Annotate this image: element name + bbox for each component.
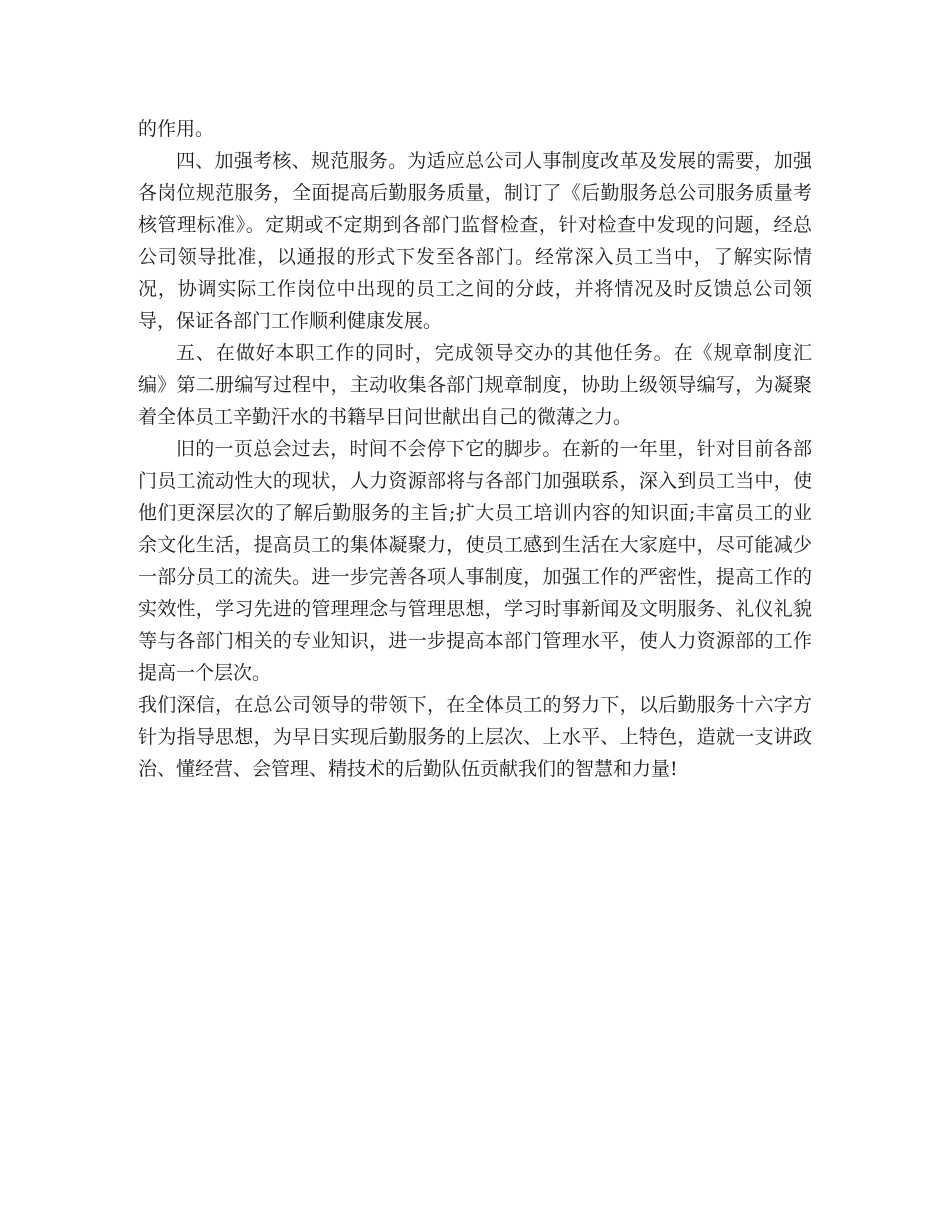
document-body	[138, 113, 812, 785]
paragraph-new-year-plan: 旧的一页总会过去，时间不会停下它的脚步。在新的一年里，针对目前各部门员工流动性大的现状，人力资源部将与各部门加强联系，深入到员工当中，使他们更深层次的了解后勤服务的主旨;扩大员工培训内容的知识面;丰富员工的业余文化生活，提高员工的集体凝聚力，使员工感到生活在大家庭中，尽可能减少一部分员工的流失。进一步完善各项人事制度，加强工作的严密性，提高工作的实效性，学习先进的管理理念与管理思想，学习时事新闻及文明服务、礼仪礼貌等与各部门相关的专业知识，进一步提高本部门管理水平，使人力资源部的工作提高一个层次。	[138, 438, 812, 684]
paragraph-section-four: 四、加强考核、规范服务。为适应总公司人事制度改革及发展的需要，加强各岗位规范服务，全面提高后勤服务质量，制订了《后勤服务总公司服务质量考核管理标准》。定期或不定期到各部门监督检查，针对检查中发现的问题，经总公司领导批准，以通报的形式下发至各部门。经常深入员工当中，了解实际情况，协调实际工作岗位中出现的员工之间的分歧，并将情况及时反馈总公司领导，保证各部门工作顺利健康发展。	[138, 150, 812, 332]
paragraph-conclusion: 我们深信，在总公司领导的带领下，在全体员工的努力下，以后勤服务十六字方针为指导思想，为早日实现后勤服务的上层次、上水平、上特色，造就一支讲政治、懂经营、会管理、精技术的后勤队伍贡献我们的智慧和力量!	[138, 694, 812, 780]
paragraph-continuation: 的作用。	[138, 118, 215, 140]
paragraph-section-five: 五、在做好本职工作的同时，完成领导交办的其他任务。在《规章制度汇编》第二册编写过程中，主动收集各部门规章制度，协助上级领导编写，为凝聚着全体员工辛勤汗水的书籍早日问世献出自己的微薄之力。	[138, 342, 812, 428]
